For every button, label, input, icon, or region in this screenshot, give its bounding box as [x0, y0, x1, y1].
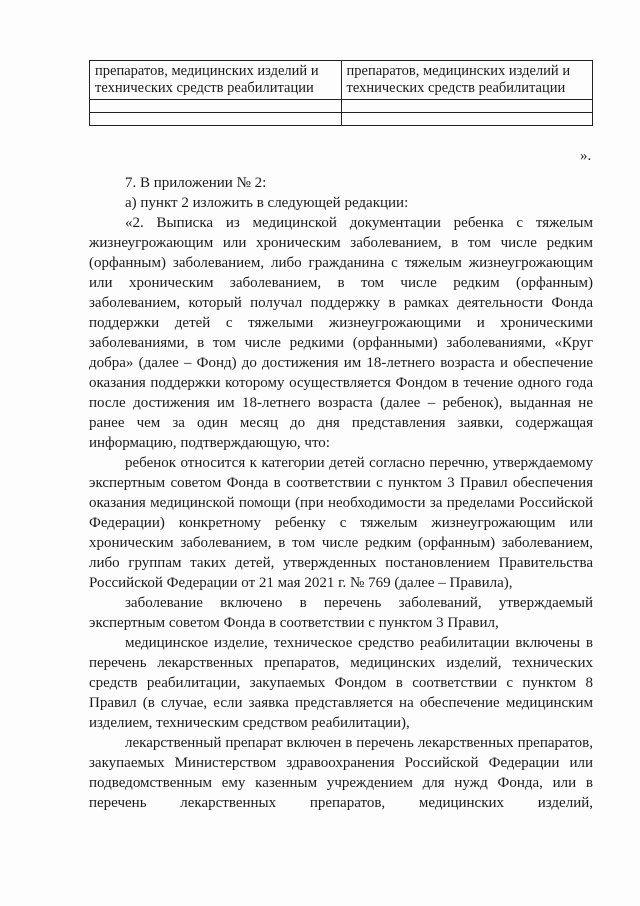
table-cell [90, 113, 342, 126]
table-row [90, 113, 593, 126]
table-cell [341, 100, 593, 113]
paragraph: «2. Выписка из медицинской документации ребенка с тяжелым жизнеугрожающим или хроническим заболеванием, в том числе редким (орфанным) заболеванием, либо гражданина с тяжелым жизнеугрожающим или хроническим заболеванием, в том числе редким (орфанным) заболеванием, который получал поддержку в рамках деятельности Фонда поддержки детей с тяжелыми жизнеугрожающими и хроническими заболеваниями, в том числе редкими (орфанными) заболеваниями, «Круг добра» (далее – Фонд) до достижения им 18-летнего возраста и обеспечение оказания поддержки которому осуществляется Фондом в течение одного года после достижения им 18-летнего возраста (далее – ребенок), выданная не ранее чем за один месяц до дня представления заявки, содержащая информацию, подтверждающую, что: [89, 215, 593, 451]
paragraph: медицинское изделие, техническое средство реабилитации включены в перечень лекарственных препаратов, медицинских изделий, технических средств реабилитации, закупаемых Фондом в соответствии с пунктом 8 Правил (в случае, если заявка представляется на обеспечение медицинским изделием, техническим средством реабилитации), [89, 635, 593, 731]
table-cell: препаратов, медицинских изделий и технических средств реабилитации [341, 61, 593, 100]
paragraph: ребенок относится к категории детей согласно перечню, утверждаемому экспертным советом Фонда в соответствии с пунктом 3 Правил обеспечения оказания медицинской помощи (при необходимости за пределами Российской Федерации) конкретному ребенку с тяжелым жизнеугрожающим или хроническим заболеванием, в том числе редким (орфанным) заболеванием, либо группам таких детей, утвержденных постановлением Правительства Российской Федерации от 21 мая 2021 г. № 769 (далее – Правила), [89, 455, 593, 591]
closing-quote: ». [580, 148, 592, 164]
continuation-table [89, 60, 593, 126]
table-row [90, 61, 593, 100]
table-cell [90, 100, 342, 113]
document-body [89, 173, 593, 813]
section-heading: 7. В приложении № 2: [125, 175, 267, 191]
subitem-text: а) пункт 2 изложить в следующей редакции: [125, 195, 409, 211]
table-cell: препаратов, медицинских изделий и технических средств реабилитации [90, 61, 342, 100]
paragraph: лекарственный препарат включен в перечень лекарственных препаратов, закупаемых Министерством здравоохранения Российской Федерации или подведомственным ему казенным учреждением для нужд Фонда, или в перечень лекарственных препаратов, медицинских изделий, [89, 735, 593, 811]
paragraph: заболевание включено в перечень заболеваний, утверждаемый экспертным советом Фонда в соответствии с пунктом 3 Правил, [89, 595, 593, 631]
table-row [90, 100, 593, 113]
table-cell [341, 113, 593, 126]
